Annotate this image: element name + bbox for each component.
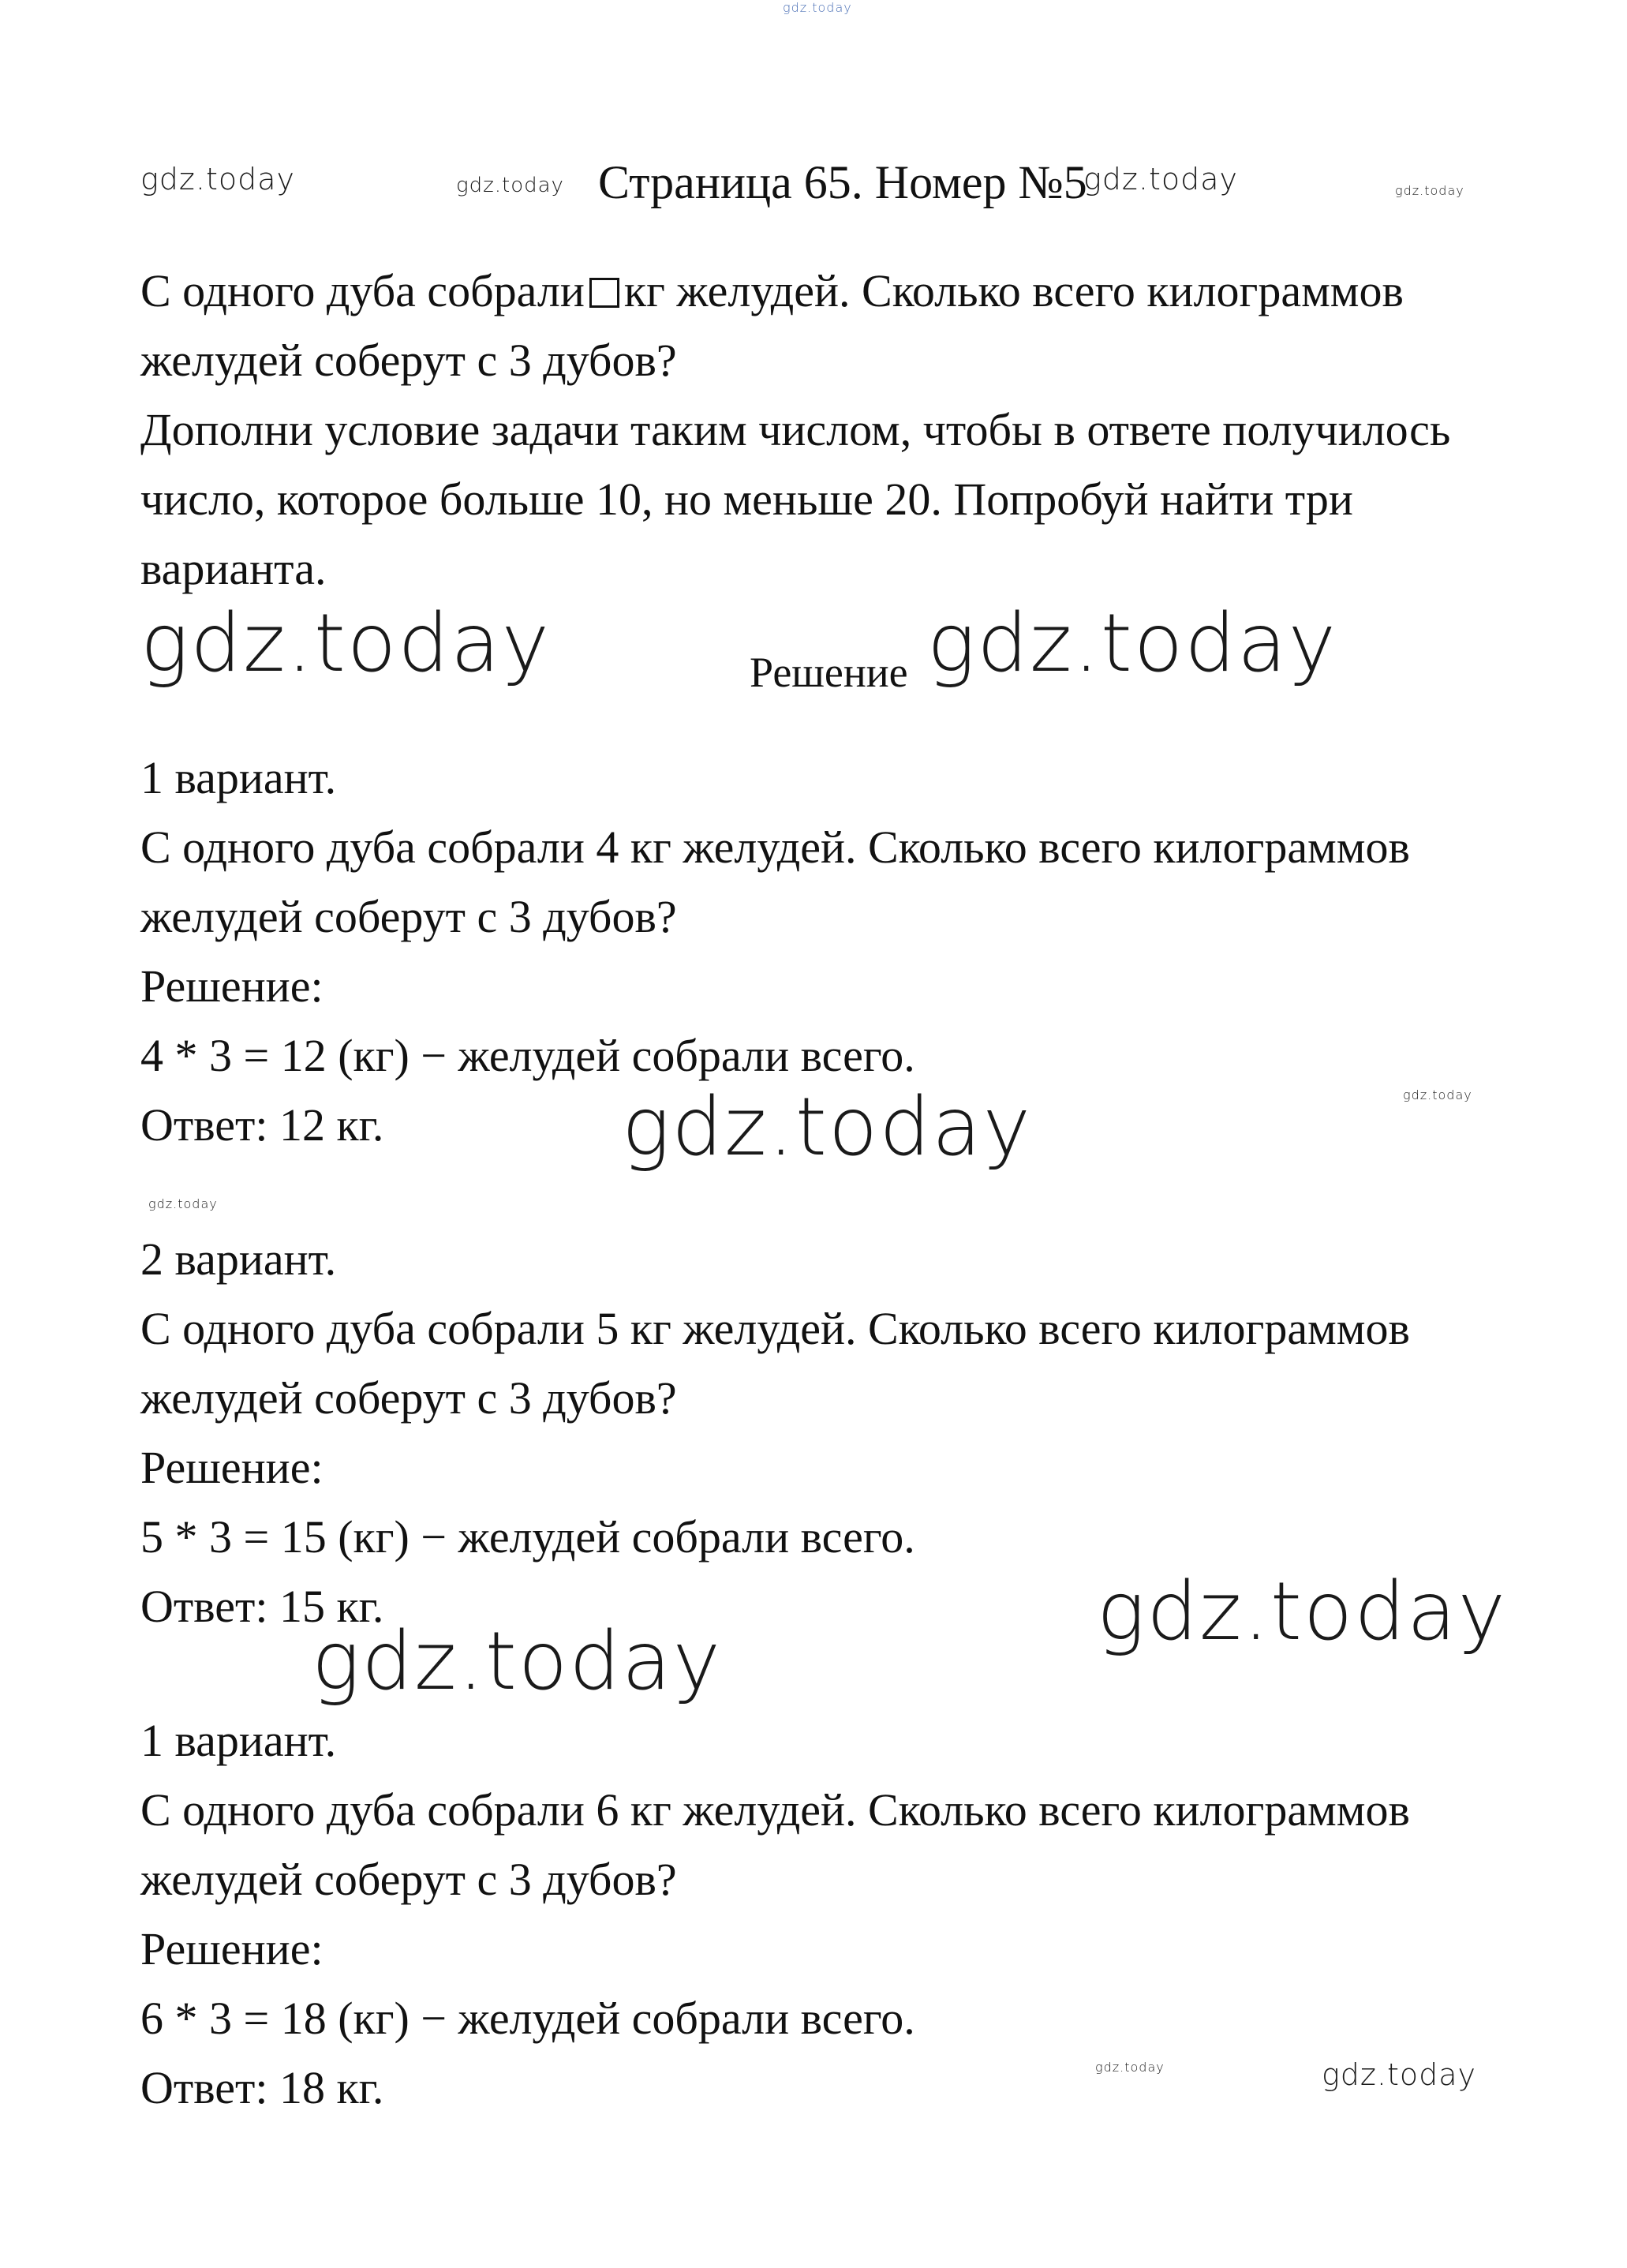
watermark: gdz.today xyxy=(148,1196,218,1211)
task-line-2: желудей соберут с 3 дубов? xyxy=(140,335,677,386)
watermark: gdz.today xyxy=(783,0,852,15)
task-line-1-end: кг желудей. Сколько всего килограммов xyxy=(623,265,1404,316)
task-line-1 xyxy=(140,265,1404,316)
variant-answer: Ответ: 18 кг. xyxy=(140,2062,384,2113)
variant-solution-label: Решение: xyxy=(140,1442,324,1493)
variant-problem-line: желудей соберут с 3 дубов? xyxy=(140,1372,677,1424)
watermark: gdz.today xyxy=(1322,2057,1476,2092)
watermark: gdz.today xyxy=(456,174,564,197)
variant-problem-line: С одного дуба собрали 4 кг желудей. Сколько всего килограммов xyxy=(140,821,1410,873)
watermark: gdz.today xyxy=(140,162,295,196)
task-line-4: число, которое больше 10, но меньше 20. Попробуй найти три xyxy=(140,473,1353,525)
variant-equation: 5 * 3 = 15 (кг) − желудей собрали всего. xyxy=(140,1511,915,1563)
watermark: gdz.today xyxy=(622,1080,1032,1174)
watermark: gdz.today xyxy=(1095,2060,1165,2075)
watermark: gdz.today xyxy=(1083,162,1238,196)
solution-heading: Решение xyxy=(750,649,908,696)
variant-title: 1 вариант. xyxy=(140,752,337,803)
variant-equation: 4 * 3 = 12 (кг) − желудей собрали всего. xyxy=(140,1030,915,1081)
variant-answer: Ответ: 12 кг. xyxy=(140,1099,384,1151)
variant-problem-line: желудей соберут с 3 дубов? xyxy=(140,891,677,942)
watermark: gdz.today xyxy=(312,1615,722,1708)
variant-title: 1 вариант. xyxy=(140,1715,337,1766)
task-line-1-start: С одного дуба собрали xyxy=(140,265,585,316)
task-line-3: Дополни условие задачи таким числом, чтобы в ответе получилось xyxy=(140,404,1451,455)
variant-equation: 6 * 3 = 18 (кг) − желудей собрали всего. xyxy=(140,1993,915,2044)
watermark: gdz.today xyxy=(1395,183,1464,198)
variant-title: 2 вариант. xyxy=(140,1233,337,1285)
variant-problem-line: желудей соберут с 3 дубов? xyxy=(140,1854,677,1905)
page-title: Страница 65. Номер №5 xyxy=(598,156,1087,208)
watermark: gdz.today xyxy=(140,597,551,691)
variant-solution-label: Решение: xyxy=(140,1923,324,1974)
empty-box-icon xyxy=(589,278,619,308)
task-line-5: варианта. xyxy=(140,543,327,594)
watermark: gdz.today xyxy=(1403,1087,1472,1102)
watermark: gdz.today xyxy=(1097,1565,1507,1659)
variant-solution-label: Решение: xyxy=(140,960,324,1012)
variant-problem-line: С одного дуба собрали 5 кг желудей. Сколько всего килограммов xyxy=(140,1303,1410,1354)
variant-answer: Ответ: 15 кг. xyxy=(140,1581,384,1632)
variant-problem-line: С одного дуба собрали 6 кг желудей. Сколько всего килограммов xyxy=(140,1784,1410,1836)
watermark: gdz.today xyxy=(927,597,1337,691)
